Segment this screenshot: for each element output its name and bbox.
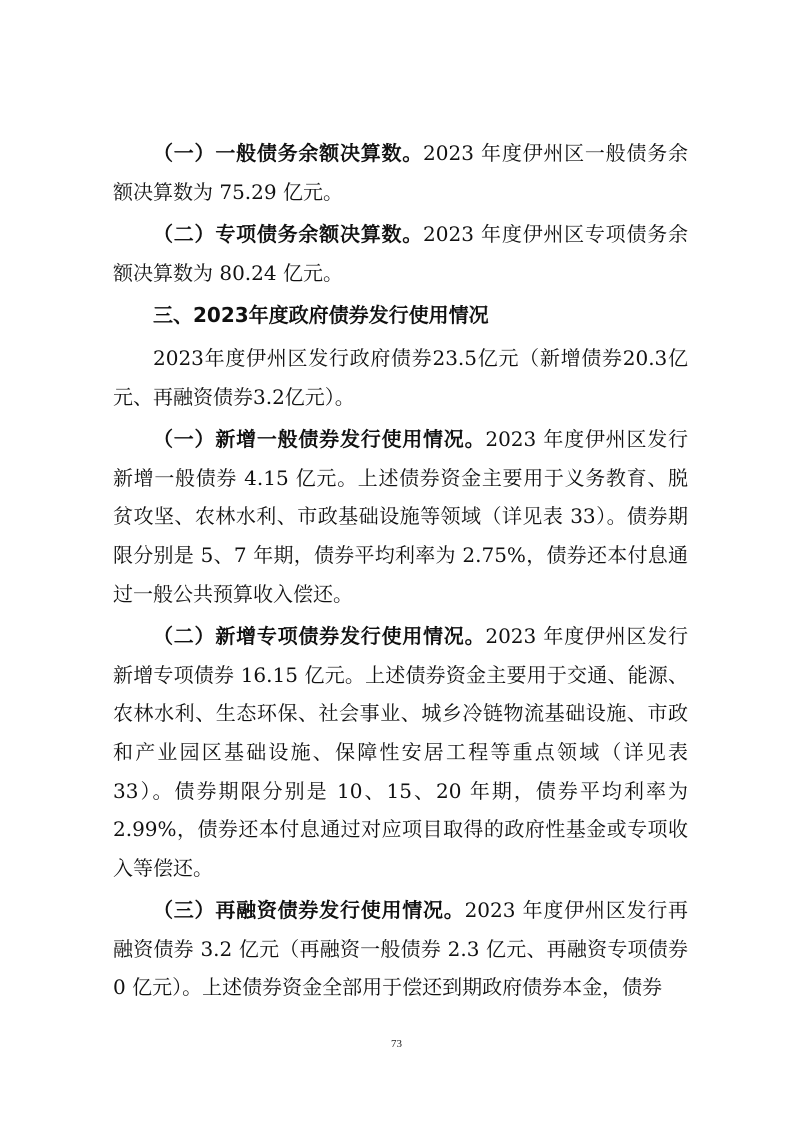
paragraph-lead: （三）再融资债券发行使用情况。 — [153, 898, 465, 923]
paragraph-text: 2023 年度伊州区发行再融资债券 3.2 亿元（再融资一般债券 2.3 亿元、再融资专项债券 0 亿元）。上述债券资金全部用于偿还到期政府债券本金，债券 — [113, 898, 689, 1000]
paragraph-text: 2023 年度伊州区发行新增专项债券 16.15 亿元。上述债券资金主要用于交通、能源、农林水利、生态环保、社会事业、城乡冷链物流基础设施、市政和产业园区基础设施、保障性安居工程等重点领域（详见表 33）。债券期限分别是 10、15、20 年期，债券平均利率为 2.99%，债券还本付息通过对应项目取得的政府性基金或专项收入等偿还。 — [113, 624, 688, 880]
paragraph-text: 2023 年度伊州区发行新增一般债券 4.15 亿元。上述债券资金主要用于义务教育、脱贫攻坚、农林水利、市政基础设施等领域（详见表 33）。债券期限分别是 5、7 年期，债券平均利率为 2.75%，债券还本付息通过一般公共预算收入偿还。 — [113, 427, 688, 606]
paragraph-general-debt-balance — [113, 134, 688, 211]
paragraph-lead: （一）一般债务余额决算数。 — [153, 141, 424, 165]
paragraph-bond-issuance-summary: 2023年度伊州区发行政府债券23.5亿元（新增债券20.3亿元、再融资债券3.2亿元）。 — [113, 345, 688, 409]
paragraph-lead: （二）专项债务余额决算数。 — [153, 222, 424, 247]
paragraph-text: 2023 年度伊州区专项债务余额决算数为 80.24 亿元。 — [113, 222, 688, 285]
page-number: 73 — [391, 1038, 402, 1050]
paragraph-lead: （一）新增一般债券发行使用情况。 — [153, 427, 486, 452]
paragraph-text: 2023 年度伊州区一般债务余额决算数为 75.29 亿元。 — [113, 141, 688, 204]
paragraph-lead: （二）新增专项债券发行使用情况。 — [153, 624, 486, 649]
document-body — [113, 134, 688, 1011]
paragraph-refinancing-bonds — [113, 891, 688, 1007]
section-heading: 三、2023年度政府债券发行使用情况 — [153, 303, 489, 328]
paragraph-special-debt-balance — [113, 215, 688, 292]
paragraph-new-special-bonds — [113, 617, 688, 887]
paragraph-new-general-bonds — [113, 420, 688, 613]
